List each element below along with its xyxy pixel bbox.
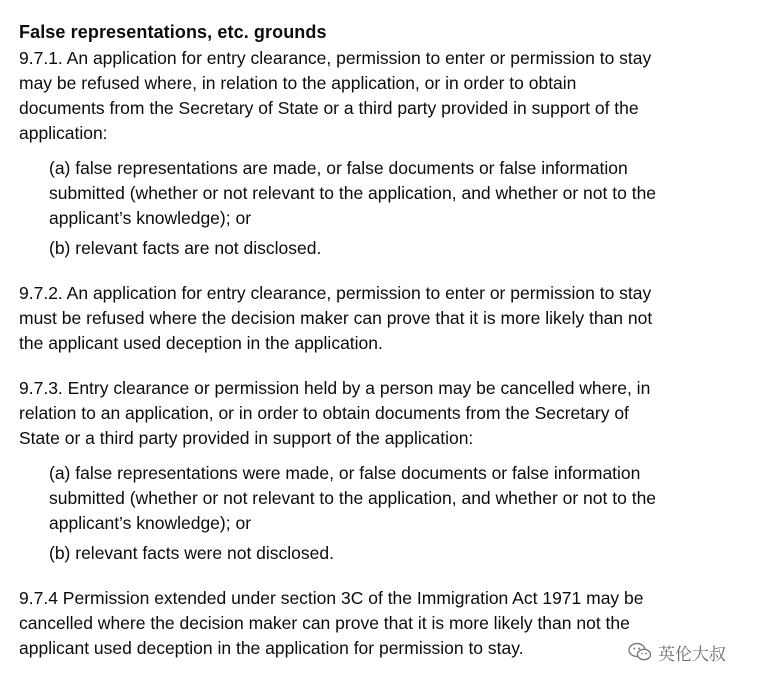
watermark	[628, 640, 726, 664]
paragraph-9-7-1: 9.7.1. An application for entry clearance, permission to enter or permission to stay may be refused where, in relation to the application, or in order to obtain documents from the Secretary of State or a third party provided in support of the application:	[19, 48, 652, 143]
paragraph-9-7-3: 9.7.3. Entry clearance or permission held by a person may be cancelled where, in relation to an application, or in order to obtain documents from the Secretary of State or a third party provided in support of the application:	[19, 378, 651, 448]
section-heading: False representations, etc. grounds	[19, 22, 327, 42]
watermark-text: 英伦大叔	[658, 644, 726, 665]
paragraph-9-7-1-b: (b) relevant facts are not disclosed.	[49, 238, 322, 258]
paragraph-9-7-2: 9.7.2. An application for entry clearance, permission to enter or permission to stay must be refused where the decision maker can prove that it is more likely than not the applicant used deception in the application.	[19, 283, 653, 353]
wechat-icon	[628, 642, 652, 662]
paragraph-9-7-3-a: (a) false representations were made, or false documents or false information submitted (whether or not relevant to the application, and whether or not to the applicant’s knowledge); or	[49, 463, 657, 533]
document-body	[19, 20, 659, 661]
paragraph-9-7-3-b: (b) relevant facts were not disclosed.	[49, 543, 334, 563]
paragraph-9-7-4: 9.7.4 Permission extended under section 3C of the Immigration Act 1971 may be cancelled where the decision maker can prove that it is more likely than not the applicant used deception in the application for permission to stay.	[19, 588, 644, 658]
paragraph-9-7-1-a: (a) false representations are made, or false documents or false information submitted (whether or not relevant to the application, and whether or not to the applicant’s knowledge); or	[49, 158, 657, 228]
